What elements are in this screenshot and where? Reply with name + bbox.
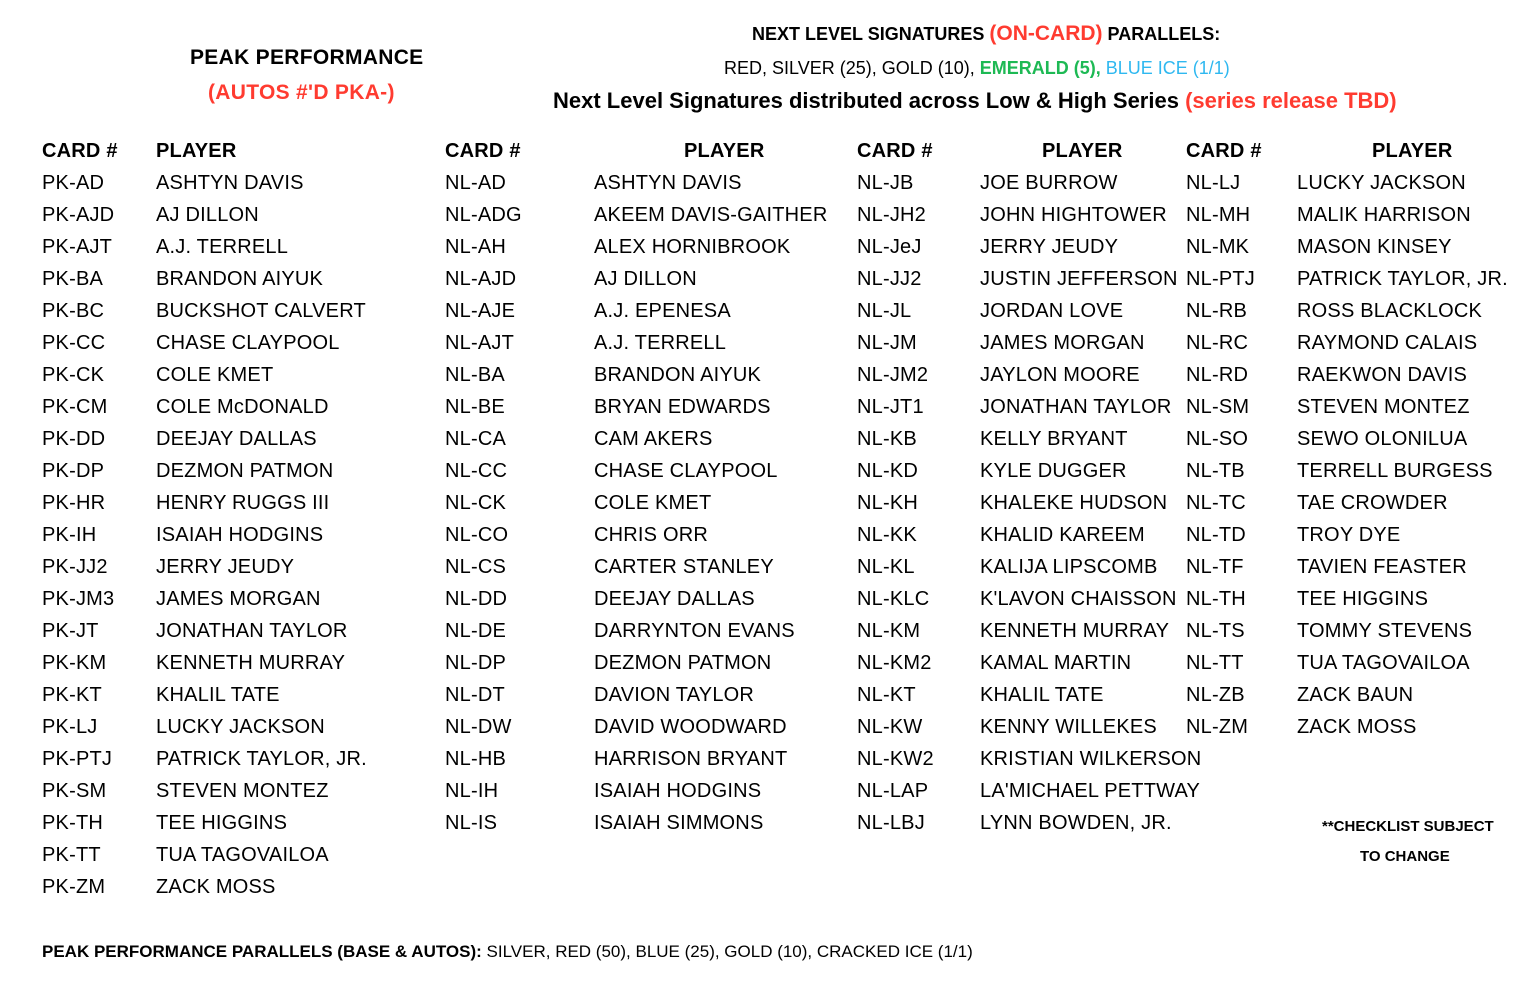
card-number: PK-CM [42,396,108,418]
header-player-nl3: PLAYER [1372,140,1453,162]
player-name: DAVID WOODWARD [594,716,787,738]
player-name: RAYMOND CALAIS [1297,332,1478,354]
card-number: NL-AJE [445,300,516,322]
player-name: A.J. TERRELL [156,236,289,258]
player-name: TEE HIGGINS [156,812,288,834]
card-number: NL-AD [445,172,507,194]
parallels-basic: RED, SILVER (25), GOLD (10), [724,58,980,78]
series-release-tbd: (series release TBD) [1185,88,1397,113]
card-number: PK-PTJ [42,748,113,770]
player-name: CHASE CLAYPOOL [594,460,778,482]
player-name: KYLE DUGGER [980,460,1127,482]
player-name: TUA TAGOVAILOA [156,844,329,866]
player-name: LA'MICHAEL PETTWAY [980,780,1201,802]
header-player-pk: PLAYER [156,140,237,162]
player-name: KHALID KAREEM [980,524,1145,546]
card-number: PK-AJT [42,236,113,258]
card-number: NL-ZB [1186,684,1245,706]
card-number: PK-CK [42,364,105,386]
card-number: NL-KM [857,620,921,642]
card-number: NL-IS [445,812,498,834]
card-number: PK-TH [42,812,103,834]
player-name: KENNETH MURRAY [156,652,346,674]
card-number: NL-KM2 [857,652,932,674]
player-name: TERRELL BURGESS [1297,460,1493,482]
card-number: NL-JL [857,300,912,322]
player-name: JUSTIN JEFFERSON [980,268,1178,290]
card-number: NL-JT1 [857,396,924,418]
player-name: SEWO OLONILUA [1297,428,1468,450]
card-number: NL-JeJ [857,236,922,258]
card-number: NL-HB [445,748,507,770]
player-name: ROSS BLACKLOCK [1297,300,1483,322]
card-number: PK-JJ2 [42,556,108,578]
player-name: KAMAL MARTIN [980,652,1132,674]
card-number: NL-JB [857,172,914,194]
player-name: ISAIAH HODGINS [594,780,762,802]
card-number: NL-CA [445,428,507,450]
card-number: PK-HR [42,492,106,514]
card-number: NL-LAP [857,780,929,802]
player-name: JONATHAN TAYLOR [980,396,1172,418]
player-name: JAMES MORGAN [156,588,321,610]
header-card-nl3: CARD # [1186,140,1262,162]
player-name: STEVEN MONTEZ [156,780,329,802]
checklist-note-line1: **CHECKLIST SUBJECT [1322,818,1494,835]
player-name: JAYLON MOORE [980,364,1140,386]
card-number: PK-JM3 [42,588,115,610]
card-number: NL-PTJ [1186,268,1255,290]
card-number: NL-SM [1186,396,1250,418]
player-name: JERRY JEUDY [156,556,295,578]
player-name: CHASE CLAYPOOL [156,332,340,354]
card-number: NL-TS [1186,620,1245,642]
card-number: NL-DE [445,620,507,642]
player-name: DEZMON PATMON [594,652,772,674]
next-level-heading-a: NEXT LEVEL SIGNATURES [752,24,990,44]
header-card-nl1: CARD # [445,140,521,162]
player-name: JOE BURROW [980,172,1118,194]
card-number: NL-KW2 [857,748,934,770]
card-number: NL-RD [1186,364,1249,386]
player-name: ISAIAH SIMMONS [594,812,764,834]
player-name: A.J. EPENESA [594,300,731,322]
card-number: NL-LBJ [857,812,925,834]
parallel-emerald: EMERALD (5), [979,58,1101,78]
card-number: NL-TF [1186,556,1244,578]
card-number: NL-JM [857,332,917,354]
card-number: NL-KLC [857,588,930,610]
card-number: NL-TB [1186,460,1245,482]
player-name: AJ DILLON [594,268,697,290]
card-number: NL-MH [1186,204,1251,226]
card-number: NL-JH2 [857,204,926,226]
card-number: NL-TT [1186,652,1244,674]
player-name: DARRYNTON EVANS [594,620,795,642]
card-number: NL-KT [857,684,916,706]
card-number: PK-IH [42,524,97,546]
card-number: PK-LJ [42,716,98,738]
card-number: NL-KD [857,460,919,482]
card-number: NL-BE [445,396,505,418]
card-number: NL-ADG [445,204,522,226]
card-number: NL-SO [1186,428,1249,450]
header-card-nl2: CARD # [857,140,933,162]
player-name: JOHN HIGHTOWER [980,204,1167,226]
player-name: HENRY RUGGS III [156,492,330,514]
player-name: TAE CROWDER [1297,492,1448,514]
player-name: ISAIAH HODGINS [156,524,324,546]
next-level-distribution-note [553,88,1397,114]
card-number: NL-DP [445,652,507,674]
player-name: JAMES MORGAN [980,332,1145,354]
player-name: A.J. TERRELL [594,332,727,354]
player-name: AJ DILLON [156,204,259,226]
player-name: LUCKY JACKSON [156,716,325,738]
player-name: ASHTYN DAVIS [594,172,742,194]
peak-performance-subtitle: (AUTOS #'D PKA-) [208,81,395,104]
next-level-heading-c: PARALLELS: [1102,24,1221,44]
header-player-nl2: PLAYER [1042,140,1123,162]
card-number: PK-TT [42,844,101,866]
card-number: NL-TC [1186,492,1246,514]
player-name: LUCKY JACKSON [1297,172,1466,194]
checklist-note-line2: TO CHANGE [1360,848,1450,865]
footer-parallels: SILVER, RED (50), BLUE (25), GOLD (10), CRACKED ICE (1/1) [481,942,973,961]
card-number: NL-TH [1186,588,1246,610]
player-name: PATRICK TAYLOR, JR. [156,748,367,770]
player-name: BUCKSHOT CALVERT [156,300,366,322]
card-number: PK-ZM [42,876,106,898]
peak-performance-title: PEAK PERFORMANCE [190,46,424,69]
player-name: PATRICK TAYLOR, JR. [1297,268,1508,290]
card-number: NL-MK [1186,236,1250,258]
player-name: CHRIS ORR [594,524,709,546]
distribution-text: Next Level Signatures distributed across Low & High Series [553,88,1186,113]
player-name: KHALIL TATE [156,684,280,706]
card-number: NL-KK [857,524,917,546]
card-number: NL-LJ [1186,172,1241,194]
player-name: DEEJAY DALLAS [594,588,755,610]
header-card-pk: CARD # [42,140,118,162]
card-number: NL-AJT [445,332,514,354]
player-name: ZACK BAUN [1297,684,1414,706]
card-number: NL-TD [1186,524,1246,546]
card-number: PK-BA [42,268,104,290]
player-name: BRYAN EDWARDS [594,396,771,418]
card-number: NL-CC [445,460,508,482]
card-number: NL-BA [445,364,505,386]
footer-label: PEAK PERFORMANCE PARALLELS (BASE & AUTOS): [42,942,482,961]
card-number: NL-JM2 [857,364,929,386]
player-name: KELLY BRYANT [980,428,1128,450]
card-number: PK-DD [42,428,106,450]
player-name: JONATHAN TAYLOR [156,620,348,642]
card-number: NL-ZM [1186,716,1249,738]
card-number: NL-CK [445,492,507,514]
card-number: PK-AJD [42,204,115,226]
player-name: JORDAN LOVE [980,300,1124,322]
card-number: NL-CS [445,556,507,578]
player-name: TEE HIGGINS [1297,588,1429,610]
player-name: KHALEKE HUDSON [980,492,1168,514]
player-name: DAVION TAYLOR [594,684,755,706]
player-name: ASHTYN DAVIS [156,172,304,194]
player-name: K'LAVON CHAISSON [980,588,1177,610]
player-name: JERRY JEUDY [980,236,1119,258]
player-name: TUA TAGOVAILOA [1297,652,1470,674]
card-number: NL-DD [445,588,508,610]
card-number: PK-DP [42,460,105,482]
card-number: PK-JT [42,620,99,642]
card-number: NL-KW [857,716,923,738]
card-number: NL-JJ2 [857,268,922,290]
player-name: COLE KMET [594,492,712,514]
parallel-blue-ice: BLUE ICE (1/1) [1100,58,1230,78]
card-number: NL-DT [445,684,505,706]
card-number: NL-DW [445,716,512,738]
card-number: NL-RB [1186,300,1248,322]
player-name: CARTER STANLEY [594,556,774,578]
card-number: PK-AD [42,172,105,194]
card-number: NL-KB [857,428,917,450]
player-name: DEEJAY DALLAS [156,428,317,450]
player-name: KENNY WILLEKES [980,716,1157,738]
card-number: PK-CC [42,332,106,354]
player-name: COLE McDONALD [156,396,329,418]
card-number: NL-KH [857,492,919,514]
player-name: KENNETH MURRAY [980,620,1170,642]
player-name: MALIK HARRISON [1297,204,1471,226]
player-name: DEZMON PATMON [156,460,334,482]
player-name: ZACK MOSS [1297,716,1417,738]
player-name: AKEEM DAVIS-GAITHER [594,204,828,226]
player-name: TAVIEN FEASTER [1297,556,1467,578]
player-name: COLE KMET [156,364,274,386]
card-number: PK-KM [42,652,107,674]
card-number: NL-AH [445,236,507,258]
next-level-parallels-list [724,58,1230,79]
player-name: KHALIL TATE [980,684,1104,706]
card-number: NL-RC [1186,332,1249,354]
player-name: TOMMY STEVENS [1297,620,1473,642]
player-name: KRISTIAN WILKERSON [980,748,1202,770]
card-number: NL-AJD [445,268,517,290]
card-number: NL-CO [445,524,509,546]
player-name: BRANDON AIYUK [594,364,762,386]
player-name: RAEKWON DAVIS [1297,364,1468,386]
player-name: BRANDON AIYUK [156,268,324,290]
player-name: LYNN BOWDEN, JR. [980,812,1172,834]
player-name: HARRISON BRYANT [594,748,788,770]
card-number: NL-KL [857,556,915,578]
card-number: PK-KT [42,684,102,706]
player-name: STEVEN MONTEZ [1297,396,1470,418]
player-name: KALIJA LIPSCOMB [980,556,1158,578]
card-number: NL-IH [445,780,499,802]
player-name: ZACK MOSS [156,876,276,898]
player-name: ALEX HORNIBROOK [594,236,791,258]
card-number: PK-BC [42,300,105,322]
player-name: CAM AKERS [594,428,713,450]
card-number: PK-SM [42,780,107,802]
peak-parallels-footer [42,942,973,962]
player-name: TROY DYE [1297,524,1401,546]
next-level-parallels-heading [752,22,1220,46]
player-name: MASON KINSEY [1297,236,1452,258]
on-card-label: (ON-CARD) [989,22,1103,45]
header-player-nl1: PLAYER [684,140,765,162]
